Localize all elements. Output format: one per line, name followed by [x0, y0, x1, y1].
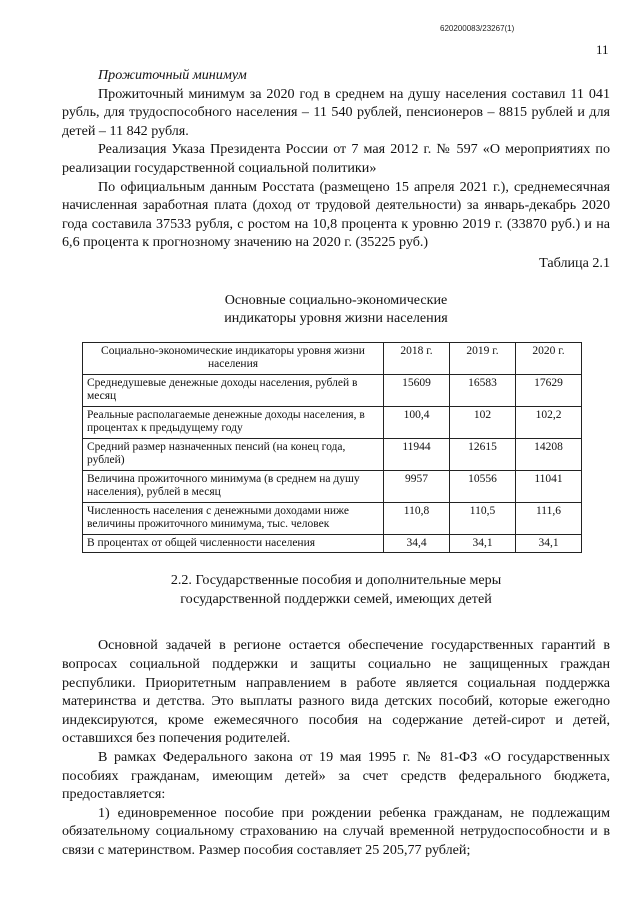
value-cell: 16583 — [450, 374, 516, 406]
value-cell: 14208 — [516, 438, 582, 470]
value-cell: 34,1 — [516, 534, 582, 553]
header-2019: 2019 г. — [450, 342, 516, 374]
subsistence-paragraph-2: Реализация Указа Президента России от 7 мая 2012 г. № 597 «О мероприятиях по реализации государственной социальной политики» — [62, 141, 610, 176]
value-cell: 17629 — [516, 374, 582, 406]
table-title-line-2: индикаторы уровня жизни населения — [224, 310, 448, 327]
header-indicator: Социально-экономические индикаторы уровня жизни населения — [83, 342, 384, 374]
indicator-cell: Численность населения с денежными доходами ниже величины прожиточного минимума, тыс. человек — [83, 502, 384, 534]
value-cell: 11041 — [516, 470, 582, 502]
document-id: 620200083/23267(1) — [440, 24, 515, 33]
subsistence-paragraph-1: Прожиточный минимум за 2020 год в среднем на душу населения составил 11 041 рубль, для трудоспособного населения – 11 540 рублей, пенсионеров – 8815 рублей и для детей – 11 842 рубля. — [62, 85, 610, 139]
value-cell: 100,4 — [384, 406, 450, 438]
value-cell: 102 — [450, 406, 516, 438]
value-cell: 11944 — [384, 438, 450, 470]
table-title-line-1: Основные социально-экономические — [224, 291, 448, 308]
table-header-row — [83, 342, 582, 374]
header-2018: 2018 г. — [384, 342, 450, 374]
table-label: Таблица 2.1 — [539, 254, 610, 271]
section-paragraph-3: 1) единовременное пособие при рождении ребенка гражданам, не подлежащим обязательному социальному страхованию на случай временной нетрудоспособности и в связи с материнством. Размер пособия составляет 25 205,77 рублей; — [62, 804, 610, 858]
table-title — [62, 291, 610, 328]
value-cell: 34,4 — [384, 534, 450, 553]
value-cell: 110,5 — [450, 502, 516, 534]
value-cell: 10556 — [450, 470, 516, 502]
value-cell: 9957 — [384, 470, 450, 502]
value-cell: 111,6 — [516, 502, 582, 534]
indicator-cell: В процентах от общей численности населения — [83, 534, 384, 553]
page-body — [62, 66, 610, 860]
value-cell: 102,2 — [516, 406, 582, 438]
subsistence-paragraph-3: По официальным данным Росстата (размещено 15 апреля 2021 г.), среднемесячная начисленная заработная плата (доход от трудовой деятельности) за январь-декабрь 2020 года составила 37533 рубля, с ростом на 10,8 процента к уровню 2019 г. (33870 руб.) и на 6,6 процента к прогнозному значению на 2020 г. (35225 руб.) — [62, 178, 610, 251]
section-title-line-2: государственной поддержки семей, имеющих детей — [180, 590, 492, 607]
subsistence-heading: Прожиточный минимум — [98, 67, 247, 83]
value-cell: 34,1 — [450, 534, 516, 553]
value-cell: 110,8 — [384, 502, 450, 534]
indicator-cell: Среднедушевые денежные доходы населения, рублей в месяц — [83, 374, 384, 406]
section-paragraph-1: Основной задачей в регионе остается обеспечение государственных гарантий в вопросах социальной поддержки и защиты социально не защищенных граждан республики. Приоритетным направлением в работе является социальная поддержка материнства и детства. Это выплаты разного вида детских пособий, которые ежегодно индексируются, кроме ежемесячного пособия на содержание детей-сирот и детей, оставшихся без попечения родителей. — [62, 637, 610, 747]
table-row — [83, 534, 582, 553]
indicator-cell: Реальные располагаемые денежные доходы населения, в процентах к предыдущему году — [83, 406, 384, 438]
section-paragraph-2: В рамках Федерального закона от 19 мая 1995 г. № 81-ФЗ «О государственных пособиях гражданам, имеющим детей» за счет средств федерального бюджета, предоставляется: — [62, 748, 610, 803]
value-cell: 15609 — [384, 374, 450, 406]
indicator-cell: Величина прожиточного минимума (в среднем на душу населения), рублей в месяц — [83, 470, 384, 502]
header-2020: 2020 г. — [516, 342, 582, 374]
table-row — [83, 374, 582, 406]
indicator-cell: Средний размер назначенных пенсий (на конец года, рублей) — [83, 438, 384, 470]
table-row — [83, 406, 582, 438]
table-row — [83, 470, 582, 502]
value-cell: 12615 — [450, 438, 516, 470]
table-row — [83, 438, 582, 470]
indicators-table — [82, 342, 582, 554]
section-title-line-1: 2.2. Государственные пособия и дополнительные меры — [170, 572, 502, 589]
table-row — [83, 502, 582, 534]
section-title — [62, 571, 610, 608]
page-number: 11 — [596, 42, 609, 57]
